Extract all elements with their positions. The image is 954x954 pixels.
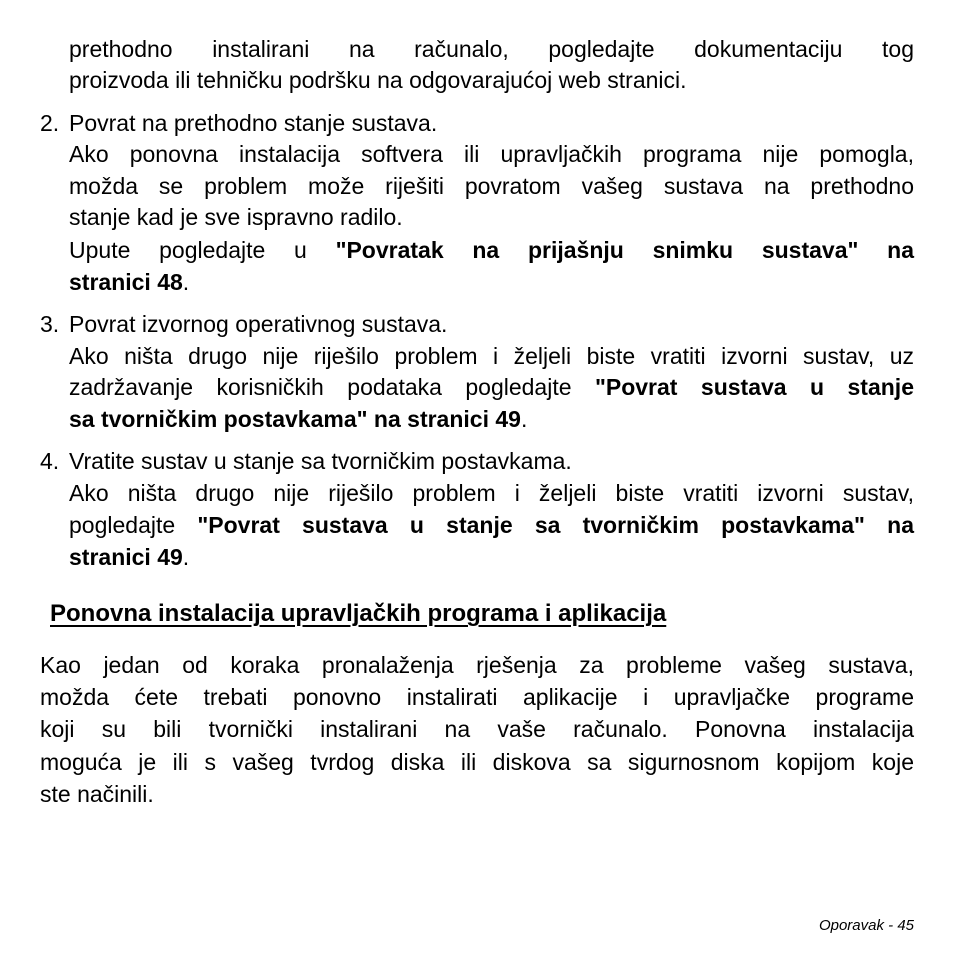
reference-prefix: Upute pogledajte u (69, 237, 336, 263)
list-item-reference (69, 234, 914, 266)
list-item-text: stanje kad je sve ispravno radilo. (69, 204, 403, 230)
reference-link[interactable]: stranici 48 (69, 269, 183, 295)
list-item-title: Povrat izvornog operativnog sustava. (69, 311, 448, 337)
list-item-title: Vratite sustav u stanje sa tvorničkim postavkama. (69, 448, 572, 474)
continuation-line-1: prethodno instalirani na računalo, pogledajte dokumentaciju tog (69, 36, 914, 62)
list-number: 2. (40, 110, 60, 136)
list-item-text: možda se problem može riješiti povratom vašeg sustava na prethodno (69, 173, 914, 199)
list-number: 3. (40, 311, 60, 337)
reference-link[interactable]: "Povrat sustava u stanje (594, 374, 914, 400)
reference-period: . (520, 406, 528, 432)
list-item-reference-end (69, 541, 189, 573)
list-item-text (69, 509, 914, 541)
paragraph-line: koji su bili tvornički instalirani na vaše računalo. Ponovna instalacija (40, 716, 914, 742)
page-footer: Oporavak - 45 (818, 917, 914, 934)
list-number: 4. (40, 448, 60, 474)
reference-period: . (182, 269, 190, 295)
section-heading: Ponovna instalacija upravljačkih programa i aplikacija (50, 600, 667, 627)
list-item-title: Povrat na prethodno stanje sustava. (69, 110, 438, 136)
reference-link[interactable]: sa tvorničkim postavkama" na stranici 49 (69, 406, 521, 432)
list-item-reference-end (69, 403, 527, 435)
list-item-text (69, 371, 914, 403)
reference-link[interactable]: "Povratak na prijašnju snimku sustava" na (335, 237, 914, 263)
list-item-reference-end (69, 266, 189, 298)
paragraph-line: možda ćete trebati ponovno instalirati aplikacije i upravljačke programe (40, 684, 914, 710)
reference-period: . (182, 544, 190, 570)
paragraph-line: ste načinili. (40, 781, 154, 807)
paragraph-line: Kao jedan od koraka pronalaženja rješenja za probleme vašeg sustava, (40, 652, 914, 678)
text-prefix: pogledajte (69, 512, 198, 538)
reference-link[interactable]: "Povrat sustava u stanje sa tvorničkim postavkama" na (197, 512, 914, 538)
paragraph-line: moguća je ili s vašeg tvrdog diska ili diskova sa sigurnosnom kopijom koje (40, 749, 914, 775)
list-item-text: Ako ponovna instalacija softvera ili upravljačkih programa nije pomogla, (69, 141, 914, 167)
continuation-line-2: proizvoda ili tehničku podršku na odgovarajućoj web stranici. (69, 67, 687, 93)
list-item-text: Ako ništa drugo nije riješilo problem i željeli biste vratiti izvorni sustav, (69, 480, 914, 506)
reference-link[interactable]: stranici 49 (69, 544, 183, 570)
text-prefix: zadržavanje korisničkih podataka pogledajte (69, 374, 595, 400)
list-item-text: Ako ništa drugo nije riješilo problem i željeli biste vratiti izvorni sustav, uz (69, 343, 914, 369)
